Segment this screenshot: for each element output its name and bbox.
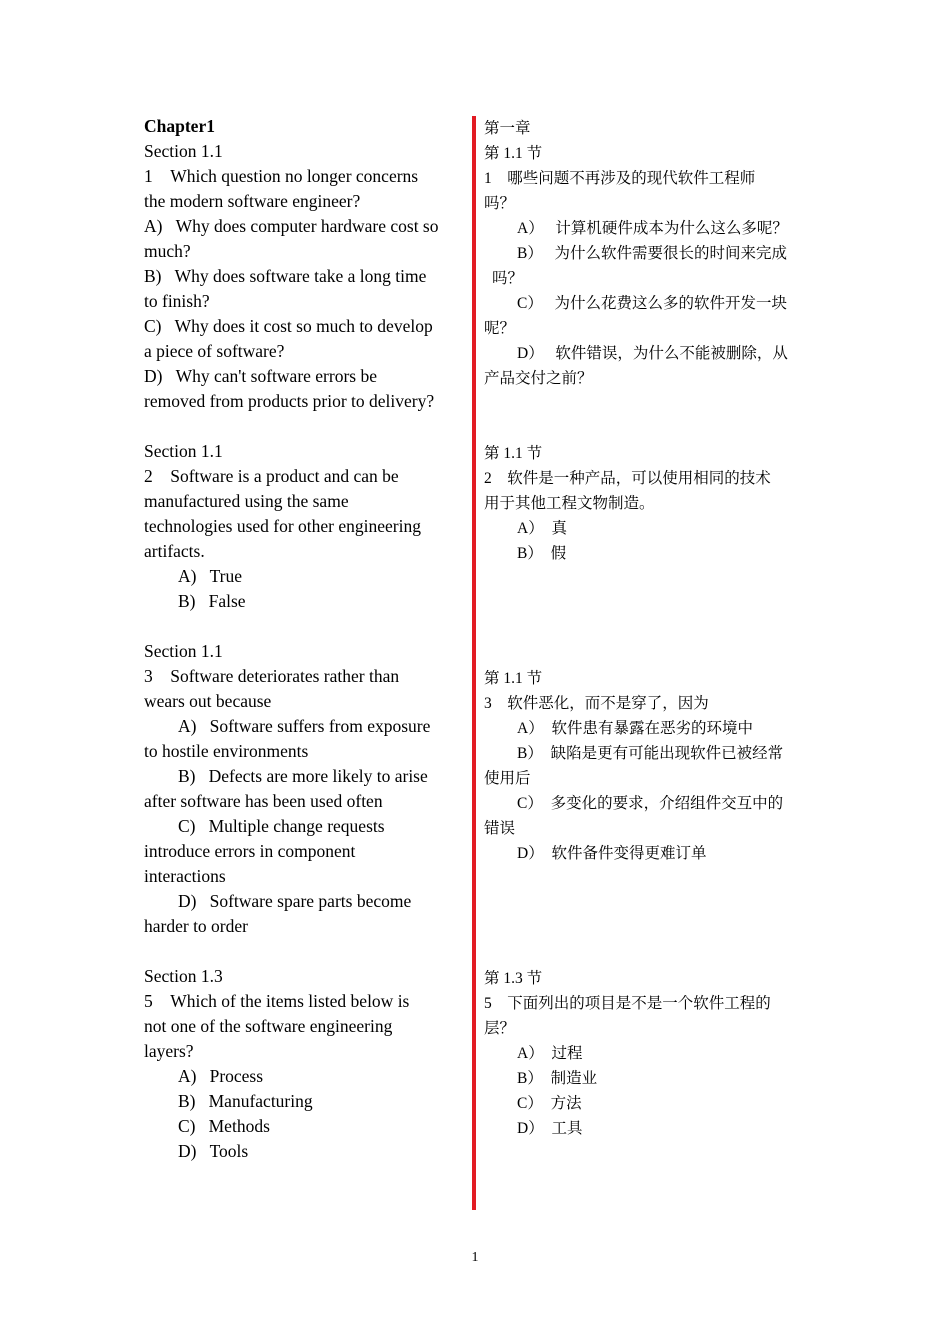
- section-label: 第 1.1 节: [484, 145, 543, 162]
- option-c: C) Multiple change requests: [178, 816, 385, 836]
- question-1-en: [144, 139, 469, 414]
- option-c-cont: interactions: [144, 866, 226, 886]
- option-d-cont: removed from products prior to delivery?: [144, 391, 435, 411]
- question-text: manufactured using the same: [144, 491, 349, 511]
- option-a: A) Why does computer hardware cost so: [144, 216, 439, 236]
- option-c-cont: 错误: [484, 820, 516, 837]
- option-c: C） 多变化的要求，介绍组件交互中的: [517, 795, 784, 812]
- option-c-cont: introduce errors in component: [144, 841, 356, 861]
- option-a: A） 计算机硬件成本为什么这么多呢？: [517, 220, 788, 237]
- section-label: 第 1.3 节: [484, 970, 543, 987]
- option-c: C) Why does it cost so much to develop: [144, 316, 433, 336]
- question-text: 2 Software is a product and can be: [144, 466, 399, 486]
- option-d: D） 软件错误，为什么不能被删除，从: [517, 345, 788, 362]
- question-text: 吗？: [484, 195, 516, 212]
- option-b-cont: to finish?: [144, 291, 210, 311]
- option-c-cont: 呢？: [484, 320, 516, 337]
- question-3-en: [144, 639, 469, 939]
- question-text: technologies used for other engineering: [144, 516, 421, 536]
- question-3-zh: [484, 666, 808, 866]
- section-label: Section 1.1: [144, 141, 223, 161]
- question-text: artifacts.: [144, 541, 205, 561]
- question-5-zh: [484, 966, 808, 1141]
- option-c-cont: a piece of software?: [144, 341, 285, 361]
- section-label: Section 1.1: [144, 441, 223, 461]
- option-b-cont: 吗？: [492, 270, 524, 287]
- page-number: 1: [471, 1250, 479, 1265]
- column-divider: [472, 116, 476, 1210]
- option-b: B） 制造业: [517, 1070, 598, 1087]
- option-a-cont: much?: [144, 241, 191, 261]
- option-d-cont: 产品交付之前？: [484, 370, 593, 387]
- option-b-cont: 使用后: [484, 770, 531, 787]
- option-c: C） 为什么花费这么多的软件开发一块: [517, 295, 787, 312]
- section-label: Section 1.3: [144, 966, 223, 986]
- section-label: Section 1.1: [144, 641, 223, 661]
- question-text: 1 Which question no longer concerns: [144, 166, 419, 186]
- option-a: A) True: [178, 566, 243, 586]
- question-text: 3 软件恶化，而不是穿了，因为: [484, 695, 709, 712]
- option-d-cont: harder to order: [144, 916, 248, 936]
- option-d: D) Why can't software errors be: [144, 366, 377, 386]
- question-2-zh: [484, 441, 808, 566]
- option-d: D） 软件备件变得更难订单: [517, 845, 707, 862]
- option-b: B） 假: [517, 545, 567, 562]
- option-d: D) Software spare parts become: [178, 891, 412, 911]
- option-a: A) Process: [178, 1066, 264, 1086]
- english-column: [144, 114, 469, 1164]
- question-text: 5 下面列出的项目是不是一个软件工程的: [484, 995, 771, 1012]
- question-text: layers?: [144, 1041, 194, 1061]
- question-text: 用于其他工程文物制造。: [484, 495, 655, 512]
- option-b: B) Defects are more likely to arise: [178, 766, 428, 786]
- question-text: the modern software engineer?: [144, 191, 361, 211]
- option-b: B) False: [178, 591, 246, 611]
- section-label: 第 1.1 节: [484, 445, 543, 462]
- question-text: wears out because: [144, 691, 272, 711]
- question-text: 3 Software deteriorates rather than: [144, 666, 400, 686]
- question-text: 5 Which of the items listed below is: [144, 991, 410, 1011]
- question-text: 1 哪些问题不再涉及的现代软件工程师: [484, 170, 756, 187]
- option-b: B） 缺陷是更有可能出现软件已被经常: [517, 745, 784, 762]
- option-c: C） 方法: [517, 1095, 582, 1112]
- question-1-zh: [484, 141, 808, 391]
- option-a: A） 真: [517, 520, 567, 537]
- option-b: B) Manufacturing: [178, 1091, 313, 1111]
- option-a: A） 软件患有暴露在恶劣的环境中: [517, 720, 753, 737]
- option-b-cont: after software has been used often: [144, 791, 383, 811]
- question-text: 2 软件是一种产品，可以使用相同的技术: [484, 470, 771, 487]
- option-b: B） 为什么软件需要很长的时间来完成: [517, 245, 787, 262]
- chapter-title: Chapter1: [144, 116, 215, 136]
- question-2-en: [144, 439, 469, 614]
- chinese-column: [484, 116, 808, 1141]
- question-5-en: [144, 964, 469, 1164]
- option-b: B) Why does software take a long time: [144, 266, 427, 286]
- chapter-title-zh: 第一章: [484, 120, 531, 137]
- question-text: not one of the software engineering: [144, 1016, 393, 1036]
- option-a: A） 过程: [517, 1045, 583, 1062]
- option-d: D) Tools: [178, 1141, 249, 1161]
- option-d: D） 工具: [517, 1120, 583, 1137]
- question-text: 层？: [484, 1020, 516, 1037]
- option-a: A) Software suffers from exposure: [178, 716, 431, 736]
- option-a-cont: to hostile environments: [144, 741, 309, 761]
- section-label: 第 1.1 节: [484, 670, 543, 687]
- option-c: C) Methods: [178, 1116, 270, 1136]
